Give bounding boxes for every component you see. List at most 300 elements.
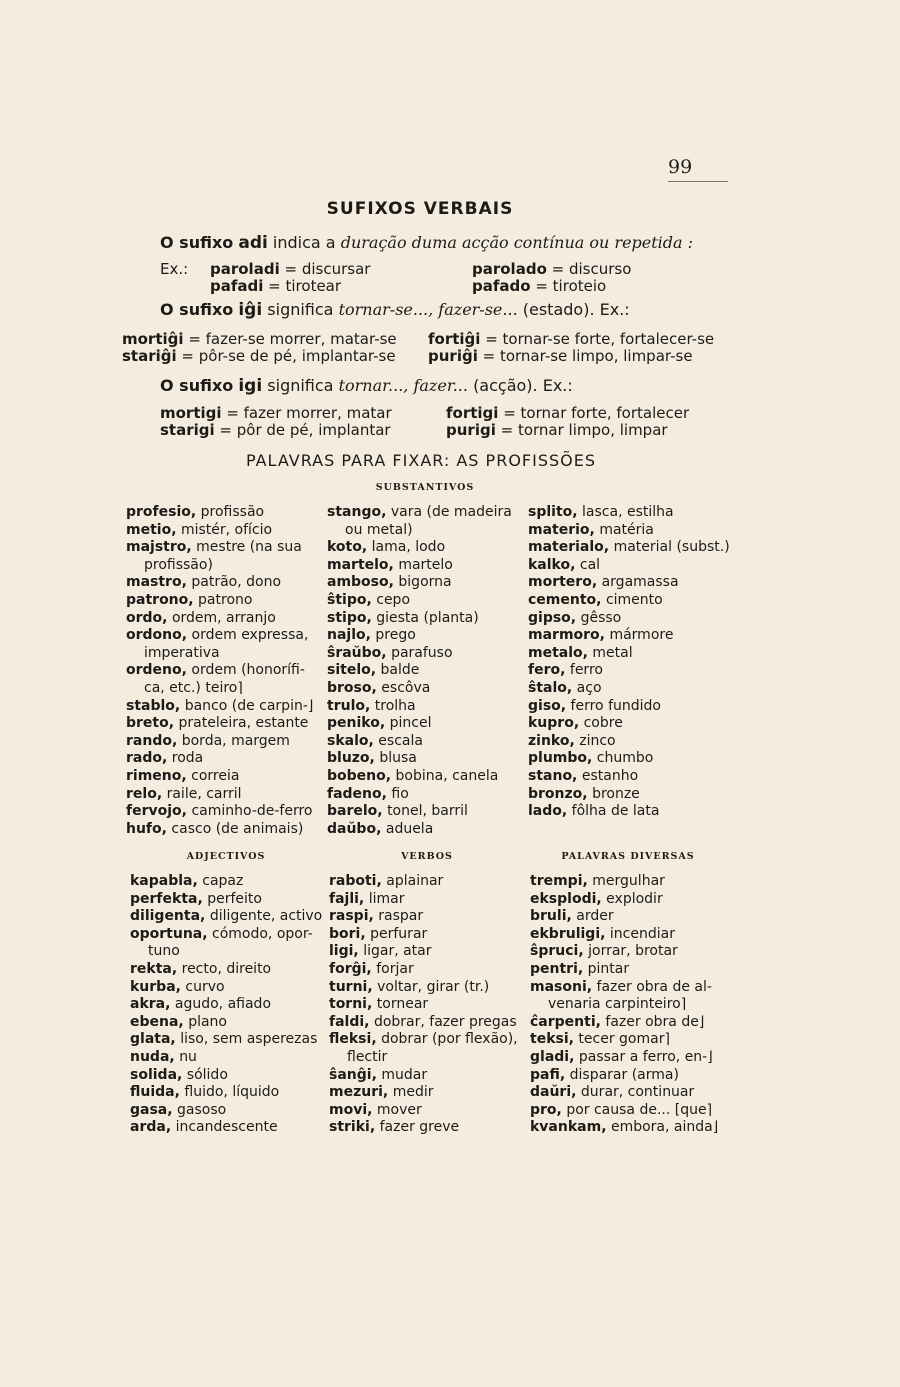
vocab-definition: tornear <box>376 996 429 1013</box>
vocab-definition: fio <box>391 785 409 802</box>
vocab-entry <box>126 680 326 698</box>
vocab-entry <box>329 1049 527 1067</box>
vocab-word: kvankam, <box>530 1119 607 1136</box>
vocab-entry <box>329 1014 527 1032</box>
vocab-entry <box>126 768 326 786</box>
vocab-entry <box>530 979 728 997</box>
vocab-word: teksi, <box>530 1031 574 1048</box>
vocab-word: marmoro, <box>528 627 605 644</box>
vocab-definition: explodir <box>606 890 663 907</box>
vocab-word: majstro, <box>126 539 192 556</box>
vocab-entry <box>126 733 326 751</box>
vocab-word: ordo, <box>126 609 168 626</box>
vocab-word: fajli, <box>329 890 365 907</box>
example-word: purigi <box>446 421 496 439</box>
vocab-word: zinko, <box>528 732 575 749</box>
rule-prefix: O sufixo <box>160 300 234 319</box>
vocab-entry <box>528 750 728 768</box>
vocab-definition: embora, ainda⌋ <box>610 1119 719 1136</box>
vocab-entry <box>130 996 325 1014</box>
vocab-entry <box>327 610 527 628</box>
vocab-word: splito, <box>528 504 578 520</box>
vocab-entry <box>329 1102 527 1120</box>
vocab-definition: tecer gomar⌉ <box>578 1031 670 1048</box>
vocab-word: bronzo, <box>528 785 588 802</box>
vocab-word: akra, <box>130 996 171 1013</box>
vocab-definition: caminho-de-ferro <box>191 803 313 820</box>
vocab-word: bluzo, <box>327 750 375 767</box>
vocab-entry <box>130 943 325 961</box>
example-def: = tornar-se limpo, limpar-se <box>482 347 693 365</box>
vocab-entry <box>329 1084 527 1102</box>
vocab-definition: voltar, girar (tr.) <box>377 978 490 995</box>
example <box>122 347 396 365</box>
suffix-igi-state: iĝi <box>238 300 263 320</box>
vocab-definition: mármore <box>609 627 674 644</box>
example <box>428 330 714 348</box>
vocab-word: trulo, <box>327 697 371 714</box>
vocab-entry <box>329 996 527 1014</box>
suffix-adi: adi <box>238 233 268 253</box>
vocab-entry <box>130 908 325 926</box>
verbos-list <box>329 873 527 1137</box>
vocab-definition: prateleira, estante <box>178 715 309 732</box>
vocab-word: rimeno, <box>126 767 187 784</box>
vocab-entry <box>329 926 527 944</box>
vocab-definition: escala <box>378 732 423 749</box>
example <box>160 421 391 439</box>
vocab-definition: matéria <box>599 521 654 538</box>
vocab-definition: mover <box>376 1101 422 1118</box>
vocab-definition: ligar, atar <box>363 943 432 960</box>
vocab-entry <box>130 1102 325 1120</box>
vocab-word: metalo, <box>528 644 588 661</box>
vocab-definition: mistér, ofício <box>180 521 273 538</box>
vocab-definition: agudo, afiado <box>174 996 272 1013</box>
vocab-word: koto, <box>327 539 368 556</box>
vocab-definition: gasoso <box>177 1101 227 1118</box>
vocab-definition: medir <box>392 1084 434 1101</box>
example-def: = fazer morrer, matar <box>226 404 392 422</box>
vocab-entry <box>126 610 326 628</box>
vocab-word: perfekta, <box>130 890 203 907</box>
vocab-entry <box>329 908 527 926</box>
vocab-word: raspi, <box>329 908 374 925</box>
vocab-word: ŝtipo, <box>327 591 372 608</box>
vocab-definition: bobina, canela <box>395 767 499 784</box>
vocab-entry <box>130 1119 325 1137</box>
vocab-definition: venaria carpinteiro⌉ <box>548 996 687 1013</box>
vocab-word: gasa, <box>130 1101 173 1118</box>
vocab-definition: aço <box>576 679 602 696</box>
vocab-definition: ferro fundido <box>570 697 661 714</box>
substantivos-col-1 <box>126 504 326 838</box>
vocab-entry <box>528 662 728 680</box>
vocab-entry <box>126 627 326 645</box>
vocab-definition: curvo <box>185 978 225 995</box>
vocab-definition: jorrar, brotar <box>588 943 678 960</box>
vocab-definition: giesta (planta) <box>376 609 479 626</box>
vocab-word: rado, <box>126 750 168 767</box>
vocab-word: kurba, <box>130 978 181 995</box>
vocab-entry <box>327 715 527 733</box>
vocab-word: bobeno, <box>327 767 392 784</box>
vocab-word: ŝanĝi, <box>329 1066 377 1083</box>
vocab-entry <box>327 698 527 716</box>
vocab-definition: borda, margem <box>181 732 290 749</box>
vocab-entry <box>530 1102 728 1120</box>
vocab-definition: por causa de... [que⌉ <box>566 1101 713 1118</box>
vocab-definition: imperativa <box>144 644 220 661</box>
vocab-entry <box>528 803 728 821</box>
vocab-word: fluida, <box>130 1084 180 1101</box>
vocab-definition: patrono <box>198 591 253 608</box>
vocab-entry <box>130 1067 325 1085</box>
vocab-word: masoni, <box>530 978 593 995</box>
vocab-word: torni, <box>329 996 373 1013</box>
vocab-word: diligenta, <box>130 908 206 925</box>
vocab-entry <box>327 557 527 575</box>
vocab-definition: aduela <box>385 820 434 837</box>
vocab-definition: raile, carril <box>166 785 242 802</box>
vocab-definition: argamassa <box>601 574 679 591</box>
vocab-definition: tonel, barril <box>387 803 468 820</box>
vocab-entry <box>528 715 728 733</box>
vocab-word: profesio, <box>126 504 197 520</box>
rule-prefix: O sufixo <box>160 376 234 395</box>
vocab-entry <box>126 803 326 821</box>
vocab-entry <box>528 768 728 786</box>
vocab-entry <box>126 750 326 768</box>
vocab-definition: aplainar <box>386 873 444 889</box>
vocab-definition: mestre (na sua <box>196 539 302 556</box>
vocab-definition: cobre <box>583 715 623 732</box>
vocab-entry <box>530 891 728 909</box>
vocab-word: peniko, <box>327 715 386 732</box>
vocab-entry <box>130 1084 325 1102</box>
example-def: = tornar limpo, limpar <box>500 421 668 439</box>
vocab-definition: dobrar, fazer pregas <box>373 1013 517 1030</box>
vocab-word: bori, <box>329 925 366 942</box>
vocab-entry <box>327 522 527 540</box>
vocab-word: pentri, <box>530 960 584 977</box>
rule-adi <box>160 234 693 252</box>
vocab-definition: lama, lodo <box>371 539 446 556</box>
vocab-word: forĝi, <box>329 960 372 977</box>
vocab-entry <box>130 961 325 979</box>
vocab-word: gladi, <box>530 1048 575 1065</box>
vocab-entry <box>329 1031 527 1049</box>
vocab-definition: roda <box>171 750 204 767</box>
vocab-definition: patrão, dono <box>191 574 282 591</box>
vocab-definition: parafuso <box>391 644 453 661</box>
vocab-entry <box>530 996 728 1014</box>
example-def: = tornar-se forte, fortalecer-se <box>485 330 715 348</box>
vocab-entry <box>126 557 326 575</box>
vocab-entry <box>327 768 527 786</box>
heading-palavras-diversas: PALAVRAS DIVERSAS <box>561 851 695 862</box>
vocab-definition: cepo <box>376 591 411 608</box>
vocab-definition: passar a ferro, en-⌋ <box>578 1048 713 1065</box>
heading-adjectivos: ADJECTIVOS <box>186 851 266 862</box>
vocab-entry <box>530 1084 728 1102</box>
vocab-definition: fôlha de lata <box>571 803 660 820</box>
vocab-definition: mergulhar <box>592 873 665 889</box>
vocab-definition: cimento <box>605 591 663 608</box>
substantivos-col-2 <box>327 504 527 838</box>
vocab-word: mastro, <box>126 574 187 591</box>
vocab-word: bruli, <box>530 908 572 925</box>
vocab-entry <box>329 1067 527 1085</box>
vocab-definition: fluido, líquido <box>184 1084 280 1101</box>
vocab-entry <box>126 715 326 733</box>
example-word: parolado <box>472 260 547 278</box>
vocab-word: fleksi, <box>329 1031 377 1048</box>
vocab-definition: forjar <box>376 960 414 977</box>
substantivos-col-3 <box>528 504 728 821</box>
vocab-definition: durar, continuar <box>580 1084 695 1101</box>
vocab-entry <box>327 627 527 645</box>
vocab-entry <box>528 557 728 575</box>
vocab-entry <box>329 979 527 997</box>
vocab-word: rando, <box>126 732 178 749</box>
rule-text: significa <box>267 376 334 395</box>
vocab-entry <box>130 979 325 997</box>
vocab-entry <box>530 926 728 944</box>
rule-igi-action <box>160 377 573 395</box>
vocab-word: rekta, <box>130 960 178 977</box>
vocab-word: ŝraŭbo, <box>327 644 387 661</box>
vocab-word: ebena, <box>130 1013 184 1030</box>
vocab-entry <box>329 943 527 961</box>
vocab-word: eksplodi, <box>530 890 602 907</box>
vocab-entry <box>327 821 527 839</box>
vocab-word: pro, <box>530 1101 562 1118</box>
vocab-definition: metal <box>592 644 633 661</box>
vocab-word: daŭri, <box>530 1084 577 1101</box>
vocab-entry <box>528 786 728 804</box>
example-word: pafado <box>472 277 531 295</box>
vocab-definition: pincel <box>389 715 432 732</box>
page-title: SUFIXOS VERBAIS <box>326 199 514 219</box>
palavras-diversas-list <box>530 873 728 1137</box>
vocab-definition: fazer obra de al- <box>596 978 712 995</box>
vocab-entry <box>126 539 326 557</box>
vocab-word: barelo, <box>327 803 383 820</box>
vocab-entry <box>530 873 728 891</box>
vocab-definition: escôva <box>381 679 431 696</box>
vocab-word: amboso, <box>327 574 394 591</box>
vocab-entry <box>327 680 527 698</box>
vocab-definition: incandescente <box>175 1119 278 1136</box>
vocab-definition: ordem expressa, <box>191 627 309 644</box>
vocab-word: solida, <box>130 1066 183 1083</box>
vocab-entry <box>130 1031 325 1049</box>
example <box>472 277 606 295</box>
page-number: 99 <box>668 156 728 182</box>
vocab-definition: recto, direito <box>181 960 272 977</box>
vocab-entry <box>126 698 326 716</box>
vocab-word: kupro, <box>528 715 580 732</box>
example <box>446 421 668 439</box>
vocab-word: striki, <box>329 1119 376 1136</box>
vocab-definition: perfeito <box>207 890 262 907</box>
vocab-entry <box>126 574 326 592</box>
vocab-definition: ferro <box>569 662 603 679</box>
vocab-word: stablo, <box>126 697 181 714</box>
vocab-entry <box>329 961 527 979</box>
vocab-definition: trolha <box>374 697 416 714</box>
vocab-definition: limar <box>368 890 405 907</box>
vocab-word: skalo, <box>327 732 374 749</box>
vocab-definition: raspar <box>378 908 424 925</box>
vocab-word: gipso, <box>528 609 577 626</box>
vocab-word: lado, <box>528 803 568 820</box>
vocab-entry <box>528 539 728 557</box>
adjectivos-list <box>130 873 325 1137</box>
vocab-word: stano, <box>528 767 578 784</box>
vocab-definition: blusa <box>379 750 417 767</box>
vocab-entry <box>126 786 326 804</box>
vocab-entry <box>327 662 527 680</box>
vocab-word: giso, <box>528 697 567 714</box>
vocab-word: cemento, <box>528 591 602 608</box>
vocab-definition: dobrar (por flexão), <box>381 1031 518 1048</box>
vocab-entry <box>329 873 527 891</box>
example <box>210 260 370 278</box>
vocab-entry <box>528 680 728 698</box>
example-def: = fazer-se morrer, matar-se <box>188 330 397 348</box>
vocab-definition: lasca, estilha <box>582 504 674 520</box>
vocab-definition: bigorna <box>398 574 452 591</box>
example <box>446 404 689 422</box>
vocab-definition: cal <box>579 556 601 573</box>
vocab-definition: profissão <box>200 504 265 520</box>
vocab-entry <box>530 961 728 979</box>
vocab-definition: sólido <box>186 1066 228 1083</box>
vocab-word: ligi, <box>329 943 359 960</box>
vocab-entry <box>528 733 728 751</box>
vocab-entry <box>327 592 527 610</box>
vocab-entry <box>530 1067 728 1085</box>
vocab-definition: ordem, arranjo <box>171 609 276 626</box>
heading-verbos: VERBOS <box>401 851 453 862</box>
vocab-word: oportuna, <box>130 925 208 942</box>
vocab-entry <box>130 891 325 909</box>
vocab-definition: prego <box>375 627 416 644</box>
vocab-word: faldi, <box>329 1013 370 1030</box>
vocab-definition: banco (de carpin-⌋ <box>184 697 314 714</box>
vocab-entry <box>130 926 325 944</box>
example-word: starigi <box>160 421 215 439</box>
vocab-entry <box>530 1049 728 1067</box>
vocab-word: ordono, <box>126 627 188 644</box>
section-title: PALAVRAS PARA FIXAR: AS PROFISSÕES <box>245 451 596 470</box>
vocab-definition: cómodo, opor- <box>212 925 313 942</box>
vocab-entry <box>530 1031 728 1049</box>
vocab-entry <box>528 645 728 663</box>
example <box>472 260 631 278</box>
vocab-word: martelo, <box>327 556 394 573</box>
vocab-word: stango, <box>327 504 387 520</box>
example-def: = pôr de pé, implantar <box>219 421 391 439</box>
vocab-word: nuda, <box>130 1048 175 1065</box>
vocab-definition: flectir <box>347 1048 388 1065</box>
rule-igi-state <box>160 301 630 319</box>
vocab-entry <box>528 504 728 522</box>
vocab-word: ĉarpenti, <box>530 1013 601 1030</box>
vocab-definition: tuno <box>148 943 180 960</box>
example-word: mortiĝi <box>122 330 184 348</box>
vocab-word: plumbo, <box>528 750 593 767</box>
vocab-definition: ou metal) <box>345 521 413 538</box>
vocab-entry <box>126 522 326 540</box>
vocab-word: fervojo, <box>126 803 187 820</box>
example-word: mortigi <box>160 404 222 422</box>
example-def: = discurso <box>551 260 632 278</box>
vocab-definition: capaz <box>202 873 244 889</box>
suffix-igi-action: igi <box>238 376 263 396</box>
vocab-entry <box>530 1119 728 1137</box>
vocab-entry <box>528 610 728 628</box>
vocab-word: kapabla, <box>130 873 198 889</box>
vocab-word: pafi, <box>530 1066 566 1083</box>
vocab-definition: plano <box>188 1013 227 1030</box>
vocab-definition: gêsso <box>580 609 622 626</box>
vocab-word: ŝtalo, <box>528 679 573 696</box>
vocab-definition: perfurar <box>370 925 428 942</box>
vocab-entry <box>130 873 325 891</box>
vocab-definition: correia <box>191 767 240 784</box>
vocab-word: metio, <box>126 521 177 538</box>
vocab-word: arda, <box>130 1119 172 1136</box>
vocab-entry <box>327 504 527 522</box>
vocab-entry <box>528 627 728 645</box>
example-def: = tiroteio <box>535 277 607 295</box>
rule-meaning: duração duma acção contínua ou repetida : <box>340 233 694 252</box>
vocab-word: sitelo, <box>327 662 377 679</box>
vocab-word: fero, <box>528 662 566 679</box>
example-def: = pôr-se de pé, implantar-se <box>181 347 396 365</box>
vocab-entry <box>327 574 527 592</box>
example <box>210 277 341 295</box>
vocab-definition: zinco <box>579 732 616 749</box>
example <box>122 330 397 348</box>
vocab-definition: ca, etc.) teiro⌉ <box>144 679 243 696</box>
vocab-definition: pintar <box>587 960 630 977</box>
vocab-word: broso, <box>327 679 377 696</box>
rule-tail: (estado). Ex.: <box>522 300 630 319</box>
vocab-entry <box>327 645 527 663</box>
vocab-word: ŝpruci, <box>530 943 584 960</box>
vocab-definition: material (subst.) <box>613 539 730 556</box>
example-word: paroladi <box>210 260 280 278</box>
heading-substantivos: SUBSTANTIVOS <box>375 482 475 493</box>
vocab-entry <box>126 662 326 680</box>
vocab-word: ordeno, <box>126 662 187 679</box>
vocab-word: mortero, <box>528 574 598 591</box>
vocab-definition: vara (de madeira <box>390 504 512 520</box>
vocab-definition: chumbo <box>596 750 654 767</box>
vocab-entry <box>528 522 728 540</box>
vocab-entry <box>327 733 527 751</box>
vocab-definition: casco (de animais) <box>171 820 304 837</box>
vocab-entry <box>528 698 728 716</box>
vocab-word: ekbruligi, <box>530 925 606 942</box>
vocab-entry <box>528 592 728 610</box>
vocab-word: materialo, <box>528 539 610 556</box>
example-word: stariĝi <box>122 347 177 365</box>
